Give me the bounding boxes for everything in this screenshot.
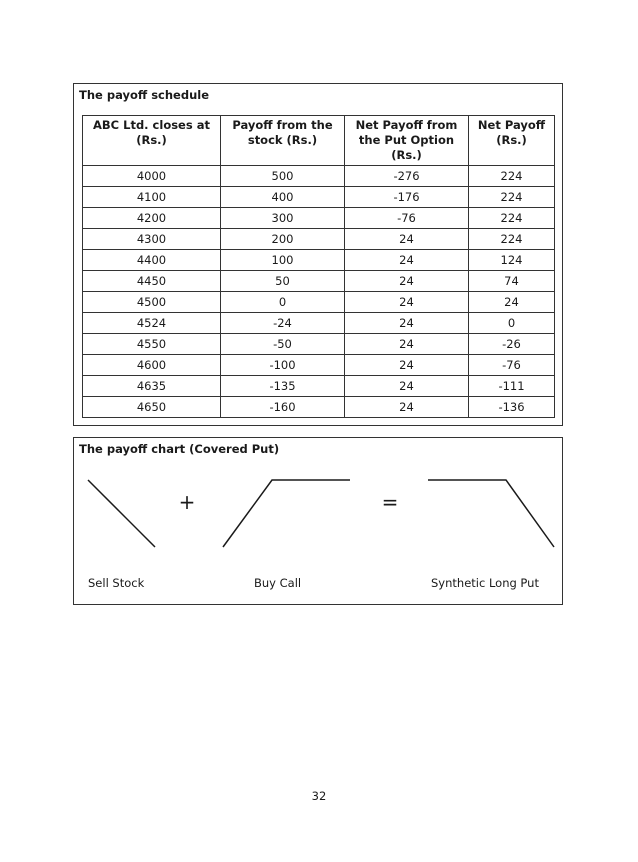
cell-close-price: 4524 [83, 313, 221, 334]
payoff-chart-box [73, 437, 563, 605]
buy-call-payoff-line [223, 480, 350, 547]
cell-close-price: 4650 [83, 397, 221, 418]
cell-stock-payoff: -50 [221, 334, 345, 355]
header-put-payoff: Net Payoff from the Put Option (Rs.) [345, 116, 469, 166]
table-row [83, 313, 555, 334]
cell-put-payoff: 24 [345, 292, 469, 313]
cell-close-price: 4600 [83, 355, 221, 376]
cell-put-payoff: 24 [345, 313, 469, 334]
header-stock-payoff: Payoff from the stock (Rs.) [221, 116, 345, 166]
payoff-schedule-box [73, 83, 563, 426]
cell-close-price: 4100 [83, 187, 221, 208]
cell-net-payoff: 224 [469, 187, 555, 208]
cell-net-payoff: 74 [469, 271, 555, 292]
cell-stock-payoff: 100 [221, 250, 345, 271]
cell-stock-payoff: 400 [221, 187, 345, 208]
cell-stock-payoff: 200 [221, 229, 345, 250]
cell-net-payoff: 0 [469, 313, 555, 334]
table-row [83, 292, 555, 313]
cell-stock-payoff: 500 [221, 166, 345, 187]
cell-put-payoff: 24 [345, 271, 469, 292]
cell-put-payoff: 24 [345, 376, 469, 397]
payoff-table [82, 115, 555, 418]
cell-stock-payoff: -160 [221, 397, 345, 418]
table-row [83, 250, 555, 271]
cell-net-payoff: -26 [469, 334, 555, 355]
synthetic-long-put-payoff-line [428, 480, 554, 547]
table-row [83, 166, 555, 187]
cell-net-payoff: -136 [469, 397, 555, 418]
cell-net-payoff: 124 [469, 250, 555, 271]
cell-net-payoff: 224 [469, 208, 555, 229]
cell-put-payoff: 24 [345, 334, 469, 355]
table-row [83, 334, 555, 355]
cell-put-payoff: 24 [345, 250, 469, 271]
cell-net-payoff: 224 [469, 229, 555, 250]
cell-close-price: 4450 [83, 271, 221, 292]
cell-stock-payoff: -135 [221, 376, 345, 397]
cell-close-price: 4550 [83, 334, 221, 355]
table-row [83, 208, 555, 229]
buy-call-label: Buy Call [254, 576, 302, 590]
table-header-row [83, 116, 555, 166]
table-row [83, 187, 555, 208]
cell-close-price: 4000 [83, 166, 221, 187]
cell-put-payoff: 24 [345, 397, 469, 418]
payoff-schedule-title: The payoff schedule [79, 88, 209, 102]
cell-put-payoff: 24 [345, 355, 469, 376]
cell-stock-payoff: 50 [221, 271, 345, 292]
equals-symbol: = [381, 490, 399, 514]
table-row [83, 271, 555, 292]
table-row [83, 355, 555, 376]
page-number: 32 [311, 789, 327, 803]
cell-stock-payoff: -100 [221, 355, 345, 376]
cell-close-price: 4300 [83, 229, 221, 250]
cell-stock-payoff: -24 [221, 313, 345, 334]
cell-net-payoff: -111 [469, 376, 555, 397]
sell-stock-payoff-line [88, 480, 155, 547]
cell-net-payoff: 224 [469, 166, 555, 187]
cell-stock-payoff: 0 [221, 292, 345, 313]
cell-net-payoff: 24 [469, 292, 555, 313]
cell-put-payoff: -76 [345, 208, 469, 229]
header-net-payoff: Net Payoff (Rs.) [469, 116, 555, 166]
cell-put-payoff: 24 [345, 229, 469, 250]
synthetic-long-put-label: Synthetic Long Put [431, 576, 539, 590]
header-close-price: ABC Ltd. closes at (Rs.) [83, 116, 221, 166]
cell-close-price: 4500 [83, 292, 221, 313]
table-row [83, 397, 555, 418]
cell-put-payoff: -276 [345, 166, 469, 187]
cell-net-payoff: -76 [469, 355, 555, 376]
sell-stock-label: Sell Stock [88, 576, 145, 590]
table-row [83, 376, 555, 397]
cell-stock-payoff: 300 [221, 208, 345, 229]
plus-symbol: + [178, 490, 196, 514]
payoff-chart-title: The payoff chart (Covered Put) [79, 442, 280, 456]
cell-close-price: 4200 [83, 208, 221, 229]
table-row [83, 229, 555, 250]
cell-put-payoff: -176 [345, 187, 469, 208]
cell-close-price: 4400 [83, 250, 221, 271]
cell-close-price: 4635 [83, 376, 221, 397]
